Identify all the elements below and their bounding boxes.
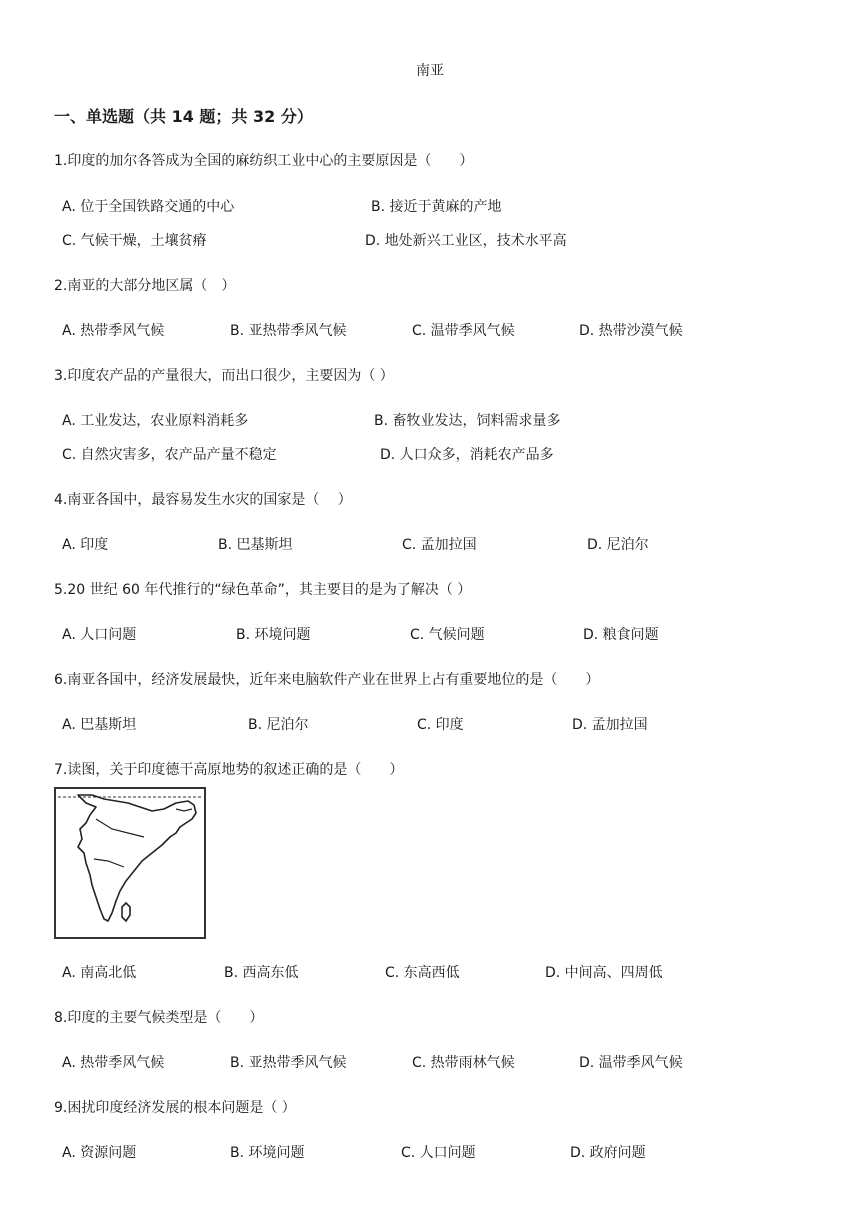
q9-option-c[interactable]: C. 人口问题: [401, 1145, 476, 1161]
q9-option-d[interactable]: D. 政府问题: [570, 1145, 646, 1161]
q7-option-a[interactable]: A. 南高北低: [62, 965, 137, 981]
question-7: 7.读图，关于印度德干高原地势的叙述正确的是（ ）: [54, 762, 404, 778]
q3-option-b[interactable]: B. 畜牧业发达，饲料需求量多: [374, 413, 561, 429]
q3-option-a[interactable]: A. 工业发达，农业原料消耗多: [62, 413, 249, 429]
q8-option-a[interactable]: A. 热带季风气候: [62, 1055, 165, 1071]
q1-option-c[interactable]: C. 气候干燥，土壤贫瘠: [62, 233, 207, 249]
q7-option-d[interactable]: D. 中间高、四周低: [545, 965, 663, 981]
question-1: 1.印度的加尔各答成为全国的麻纺织工业中心的主要原因是（ ）: [54, 153, 474, 169]
india-map-figure: [54, 787, 206, 939]
question-9: 9.困扰印度经济发展的根本问题是（ ）: [54, 1100, 296, 1116]
question-8: 8.印度的主要气候类型是（ ）: [54, 1010, 264, 1026]
q8-option-c[interactable]: C. 热带雨林气候: [412, 1055, 515, 1071]
q4-option-c[interactable]: C. 孟加拉国: [402, 537, 477, 553]
q6-option-d[interactable]: D. 孟加拉国: [572, 717, 648, 733]
q9-option-b[interactable]: B. 环境问题: [230, 1145, 305, 1161]
page-title: 南亚: [416, 63, 444, 79]
q1-option-d[interactable]: D. 地处新兴工业区，技术水平高: [365, 233, 567, 249]
q1-option-b[interactable]: B. 接近于黄麻的产地: [371, 199, 502, 215]
q6-option-c[interactable]: C. 印度: [417, 717, 464, 733]
q5-option-a[interactable]: A. 人口问题: [62, 627, 137, 643]
q9-option-a[interactable]: A. 资源问题: [62, 1145, 137, 1161]
q3-option-d[interactable]: D. 人口众多，消耗农产品多: [380, 447, 554, 463]
q2-option-a[interactable]: A. 热带季风气候: [62, 323, 165, 339]
q2-option-b[interactable]: B. 亚热带季风气候: [230, 323, 347, 339]
q6-option-a[interactable]: A. 巴基斯坦: [62, 717, 137, 733]
q5-option-c[interactable]: C. 气候问题: [410, 627, 485, 643]
section-heading: 一、单选题（共 14 题；共 32 分）: [54, 107, 313, 126]
question-2: 2.南亚的大部分地区属（ ）: [54, 278, 236, 294]
q4-option-d[interactable]: D. 尼泊尔: [587, 537, 649, 553]
q5-option-b[interactable]: B. 环境问题: [236, 627, 311, 643]
question-5: 5.20 世纪 60 年代推行的“绿色革命”，其主要目的是为了解决（ ）: [54, 582, 472, 598]
question-3: 3.印度农产品的产量很大，而出口很少，主要因为（ ）: [54, 368, 394, 384]
q7-option-b[interactable]: B. 西高东低: [224, 965, 299, 981]
q1-option-a[interactable]: A. 位于全国铁路交通的中心: [62, 199, 235, 215]
q8-option-b[interactable]: B. 亚热带季风气候: [230, 1055, 347, 1071]
q7-option-c[interactable]: C. 东高西低: [385, 965, 460, 981]
q3-option-c[interactable]: C. 自然灾害多，农产品产量不稳定: [62, 447, 277, 463]
question-6: 6.南亚各国中，经济发展最快，近年来电脑软件产业在世界上占有重要地位的是（ ）: [54, 672, 600, 688]
q4-option-a[interactable]: A. 印度: [62, 537, 109, 553]
q4-option-b[interactable]: B. 巴基斯坦: [218, 537, 293, 553]
question-4: 4.南亚各国中，最容易发生水灾的国家是（ ）: [54, 492, 352, 508]
india-outline-map: [56, 789, 204, 937]
q8-option-d[interactable]: D. 温带季风气候: [579, 1055, 683, 1071]
q5-option-d[interactable]: D. 粮食问题: [583, 627, 659, 643]
q2-option-c[interactable]: C. 温带季风气候: [412, 323, 515, 339]
q6-option-b[interactable]: B. 尼泊尔: [248, 717, 309, 733]
q2-option-d[interactable]: D. 热带沙漠气候: [579, 323, 683, 339]
